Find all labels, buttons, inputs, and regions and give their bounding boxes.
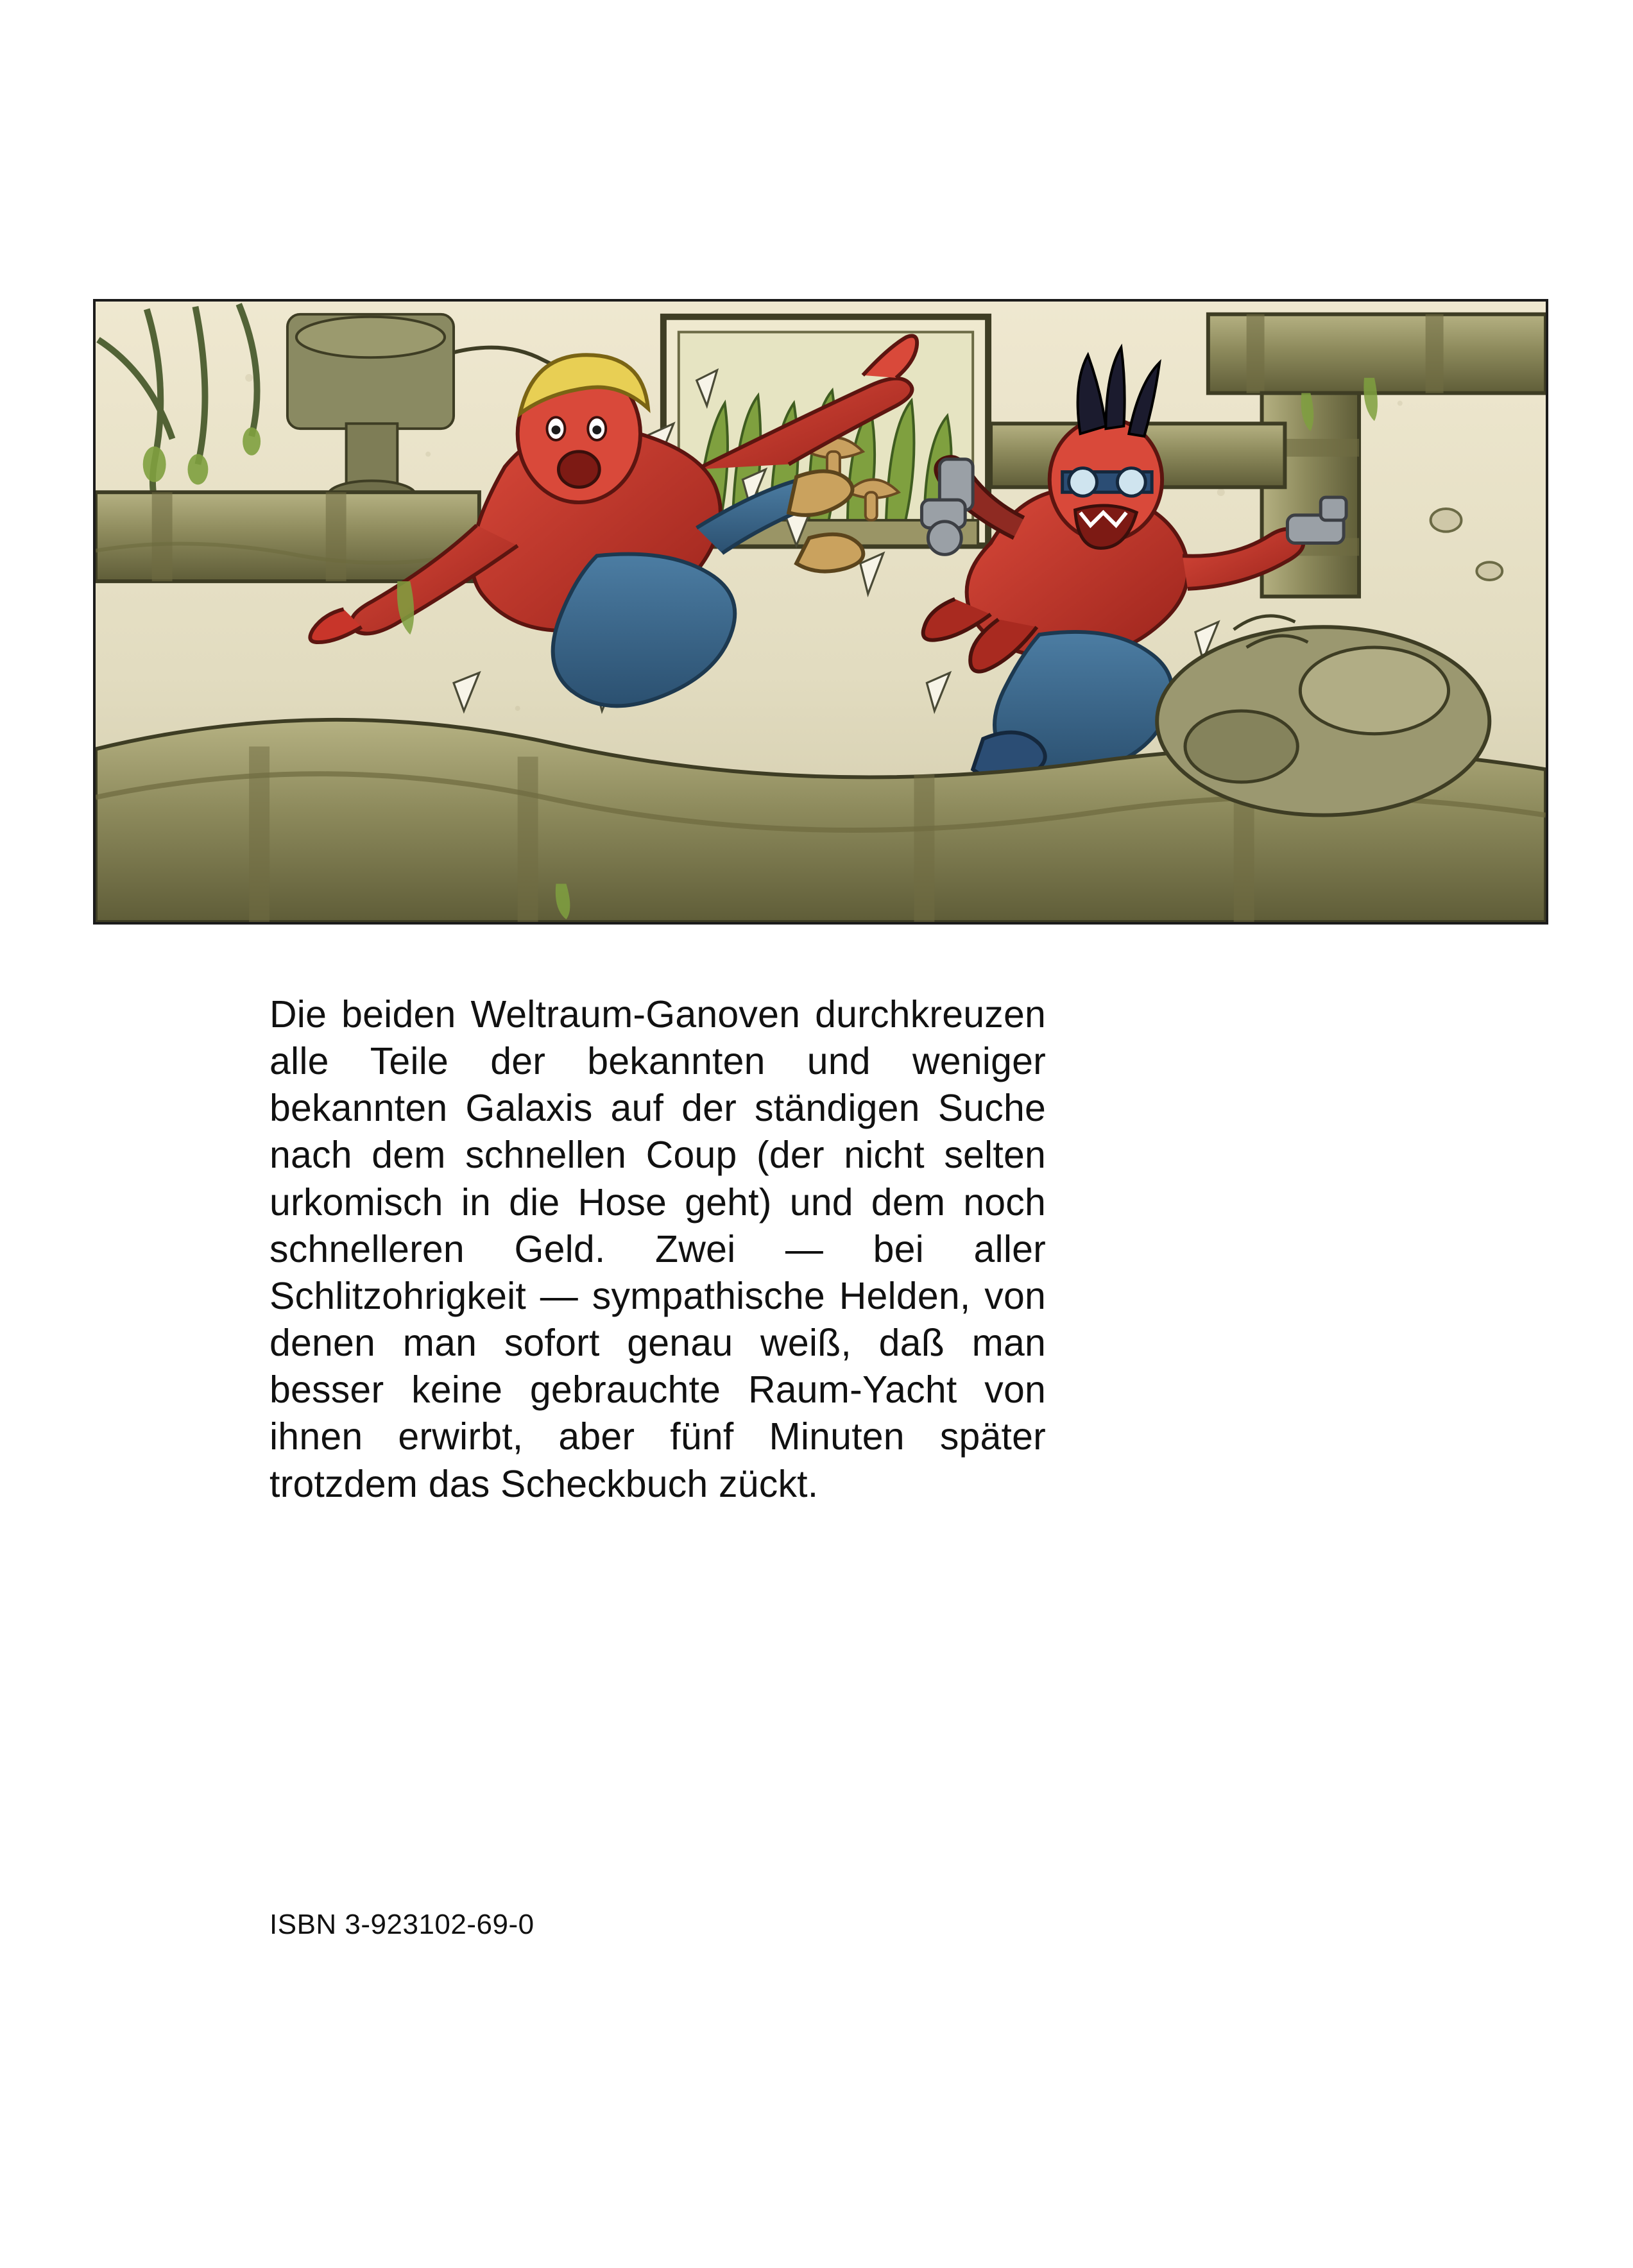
isbn-label: ISBN 3-923102-69-0 [269, 1909, 534, 1940]
illustration-artwork [96, 302, 1546, 922]
comic-panel-illustration [93, 299, 1548, 925]
blurb-text: Die beiden Weltraum-Ganoven durchkreuzen alle Teile der bekannten und weniger bekannten Galaxis auf der ständigen Suche nach dem schnellen Coup (der nicht selten urkomisch in die Hose geht) und dem noch schnelleren Geld. Zwei — bei aller Schlitzohrigkeit — sympathische Helden, von denen man sofort genau weiß, daß man besser keine gebrauchte Raum-Yacht von ihnen erwirbt, aber fünf Minuten später trotzdem das Scheckbuch zückt. [269, 993, 1046, 1505]
back-cover-blurb [269, 991, 1046, 1508]
